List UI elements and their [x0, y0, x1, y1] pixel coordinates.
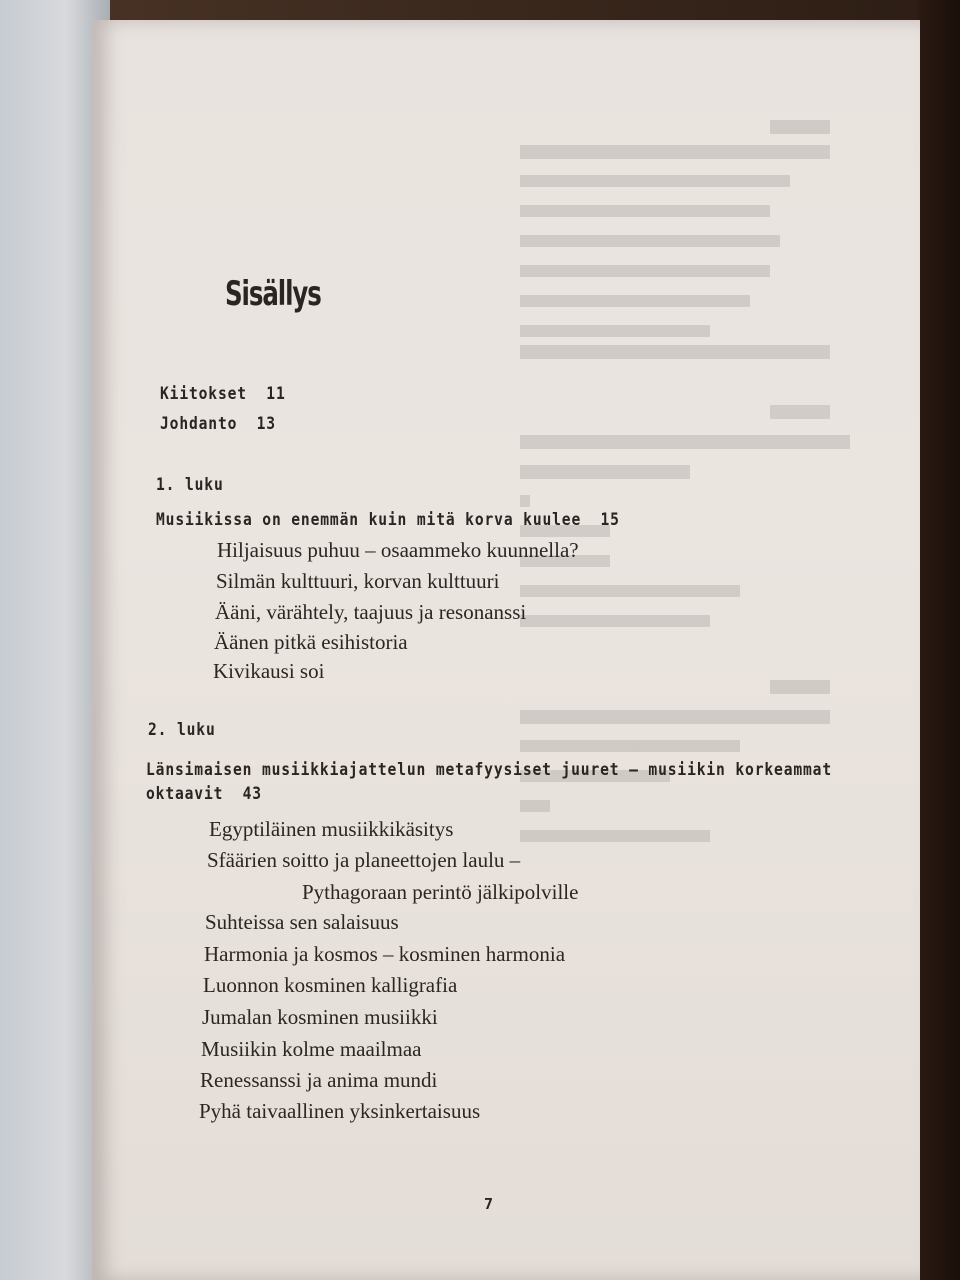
chapter-page: 43 — [242, 784, 262, 804]
section-entry[interactable]: Suhteissa sen salaisuus — [205, 910, 399, 934]
chapter-1-number: 1. luku — [156, 475, 224, 495]
toc-title: Sisällys — [225, 274, 321, 314]
section-entry[interactable]: Pyhä taivaallinen yksinkertaisuus — [199, 1099, 481, 1123]
section-entry[interactable]: Kivikausi soi — [213, 659, 325, 683]
toc-entry-label: Kiitokset — [160, 384, 247, 404]
section-entry[interactable]: Renessanssi ja anima mundi — [200, 1068, 438, 1092]
section-entry[interactable]: Ääni, värähtely, taajuus ja resonanssi — [215, 600, 527, 624]
section-entry[interactable]: Äänen pitkä esihistoria — [214, 630, 408, 654]
page-number: 7 — [484, 1195, 494, 1213]
section-entry[interactable]: Egyptiläinen musiikkikäsitys — [209, 817, 454, 841]
show-through-texture — [520, 110, 850, 870]
section-entry[interactable]: Silmän kulttuuri, korvan kulttuuri — [216, 569, 500, 593]
chapter-2-title-line2[interactable] — [146, 784, 262, 804]
section-entry[interactable]: Luonnon kosminen kalligrafia — [203, 973, 458, 997]
toc-entry-page: 13 — [256, 414, 276, 434]
section-entry[interactable]: Musiikin kolme maailmaa — [201, 1037, 422, 1061]
toc-entry-page: 11 — [266, 384, 286, 404]
section-entry[interactable]: Harmonia ja kosmos – kosminen harmonia — [204, 942, 566, 966]
chapter-2-title-line1[interactable]: Länsimaisen musiikkiajattelun metafyysiset juuret – musiikin korkeammat — [146, 760, 833, 780]
section-entry-continuation[interactable]: Pythagoraan perintö jälkipolville — [302, 880, 579, 904]
chapter-title-text: oktaavit — [146, 784, 224, 804]
section-entry[interactable]: Hiljaisuus puhuu – osaammeko kuunnella? — [217, 538, 579, 562]
chapter-title-text: Musiikissa on enemmän kuin mitä korva kuulee — [156, 510, 582, 530]
toc-entry-johdanto[interactable] — [160, 414, 276, 434]
toc-entry-kiitokset[interactable] — [160, 384, 286, 404]
show-through-lines — [520, 110, 850, 870]
section-entry[interactable]: Jumalan kosminen musiikki — [202, 1005, 438, 1029]
toc-entry-label: Johdanto — [160, 414, 238, 434]
chapter-page: 15 — [600, 510, 620, 530]
chapter-2-number: 2. luku — [148, 720, 216, 740]
table-background — [918, 0, 960, 1280]
section-entry[interactable]: Sfäärien soitto ja planeettojen laulu – — [207, 848, 521, 872]
chapter-1-title[interactable] — [156, 510, 620, 530]
